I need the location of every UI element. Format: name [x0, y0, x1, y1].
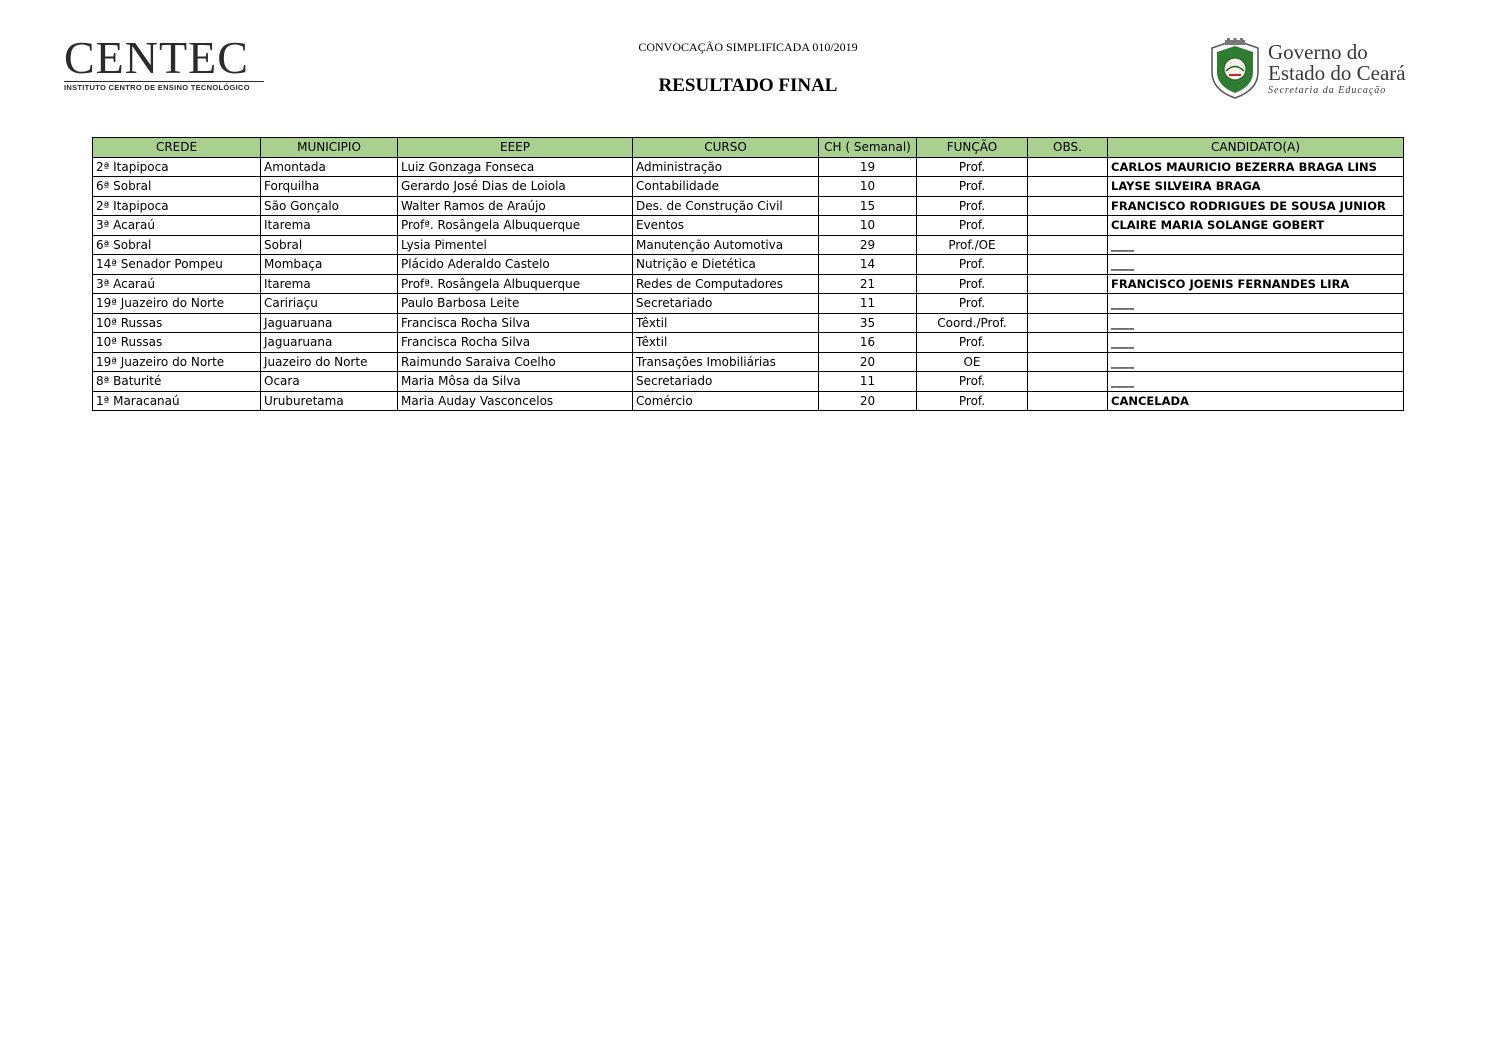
- cell-funcao: Prof.: [917, 391, 1028, 411]
- cell-candidato: ____: [1108, 352, 1404, 372]
- cell-eeep: Profª. Rosângela Albuquerque: [398, 216, 633, 236]
- cell-crede: 14ª Senador Pompeu: [93, 255, 261, 275]
- cell-obs: [1028, 255, 1108, 275]
- centec-logo-subtitle: INSTITUTO CENTRO DE ENSINO TECNOLÓGICO: [64, 81, 264, 92]
- cell-funcao: Prof.: [917, 255, 1028, 275]
- cell-municipio: Itarema: [261, 274, 398, 294]
- cell-candidato: CLAIRE MARIA SOLANGE GOBERT: [1108, 216, 1404, 236]
- cell-crede: 19ª Juazeiro do Norte: [93, 294, 261, 314]
- cell-municipio: Mombaça: [261, 255, 398, 275]
- cell-ch-semanal: 19: [819, 157, 917, 177]
- cell-curso: Nutrição e Dietética: [633, 255, 819, 275]
- cell-candidato: ____: [1108, 235, 1404, 255]
- cell-crede: 19ª Juazeiro do Norte: [93, 352, 261, 372]
- column-header-crede: CREDE: [93, 138, 261, 158]
- cell-crede: 2ª Itapipoca: [93, 196, 261, 216]
- table-row: [93, 313, 1404, 333]
- cell-ch-semanal: 14: [819, 255, 917, 275]
- table-row: [93, 352, 1404, 372]
- cell-ch-semanal: 16: [819, 333, 917, 353]
- cell-obs: [1028, 333, 1108, 353]
- cell-municipio: Itarema: [261, 216, 398, 236]
- table-row: [93, 235, 1404, 255]
- cell-obs: [1028, 235, 1108, 255]
- cell-crede: 8ª Baturité: [93, 372, 261, 392]
- cell-obs: [1028, 177, 1108, 197]
- cell-curso: Secretariado: [633, 372, 819, 392]
- cell-obs: [1028, 294, 1108, 314]
- table-row: [93, 196, 1404, 216]
- table-row: [93, 274, 1404, 294]
- cell-curso: Manutenção Automotiva: [633, 235, 819, 255]
- cell-municipio: Amontada: [261, 157, 398, 177]
- document-header: [548, 40, 948, 97]
- cell-funcao: Prof.: [917, 372, 1028, 392]
- cell-ch-semanal: 11: [819, 294, 917, 314]
- cell-curso: Contabilidade: [633, 177, 819, 197]
- cell-crede: 10ª Russas: [93, 313, 261, 333]
- government-logo-line1: Governo do: [1268, 40, 1368, 64]
- cell-ch-semanal: 20: [819, 391, 917, 411]
- cell-eeep: Francisca Rocha Silva: [398, 313, 633, 333]
- cell-municipio: São Gonçalo: [261, 196, 398, 216]
- cell-ch-semanal: 21: [819, 274, 917, 294]
- cell-crede: 3ª Acaraú: [93, 274, 261, 294]
- cell-curso: Transações Imobiliárias: [633, 352, 819, 372]
- cell-funcao: Prof.: [917, 274, 1028, 294]
- government-logo-line2: Estado do Ceará: [1268, 61, 1406, 85]
- government-logo-line3: Secretaria da Educação: [1268, 85, 1387, 96]
- cell-curso: Eventos: [633, 216, 819, 236]
- table-row: [93, 333, 1404, 353]
- cell-eeep: Francisca Rocha Silva: [398, 333, 633, 353]
- column-header-obs: OBS.: [1028, 138, 1108, 158]
- cell-obs: [1028, 372, 1108, 392]
- table-row: [93, 391, 1404, 411]
- cell-candidato: CARLOS MAURICIO BEZERRA BRAGA LINS: [1108, 157, 1404, 177]
- cell-candidato: LAYSE SILVEIRA BRAGA: [1108, 177, 1404, 197]
- cell-eeep: Lysia Pimentel: [398, 235, 633, 255]
- cell-eeep: Raimundo Saraiva Coelho: [398, 352, 633, 372]
- table-row: [93, 216, 1404, 236]
- table-header-row: [93, 138, 1404, 158]
- column-header-funcao: FUNÇÃO: [917, 138, 1028, 158]
- table-row: [93, 372, 1404, 392]
- cell-candidato: FRANCISCO JOENIS FERNANDES LIRA: [1108, 274, 1404, 294]
- cell-candidato: ____: [1108, 372, 1404, 392]
- cell-municipio: Sobral: [261, 235, 398, 255]
- cell-crede: 6ª Sobral: [93, 235, 261, 255]
- cell-obs: [1028, 274, 1108, 294]
- cell-municipio: Jaguaruana: [261, 313, 398, 333]
- cell-obs: [1028, 352, 1108, 372]
- column-header-ch-semanal: CH ( Semanal): [819, 138, 917, 158]
- cell-funcao: Prof.: [917, 216, 1028, 236]
- cell-eeep: Maria Auday Vasconcelos: [398, 391, 633, 411]
- cell-crede: 10ª Russas: [93, 333, 261, 353]
- cell-obs: [1028, 157, 1108, 177]
- cell-funcao: OE: [917, 352, 1028, 372]
- column-header-municipio: MUNICIPIO: [261, 138, 398, 158]
- cell-eeep: Maria Môsa da Silva: [398, 372, 633, 392]
- cell-funcao: Coord./Prof.: [917, 313, 1028, 333]
- column-header-curso: CURSO: [633, 138, 819, 158]
- cell-obs: [1028, 216, 1108, 236]
- cell-curso: Têxtil: [633, 333, 819, 353]
- government-logo: [1208, 38, 1448, 102]
- centec-logo: [64, 32, 264, 92]
- cell-eeep: Luiz Gonzaga Fonseca: [398, 157, 633, 177]
- cell-curso: Secretariado: [633, 294, 819, 314]
- cell-candidato: FRANCISCO RODRIGUES DE SOUSA JUNIOR: [1108, 196, 1404, 216]
- cell-funcao: Prof.: [917, 333, 1028, 353]
- cell-candidato: ____: [1108, 333, 1404, 353]
- table-row: [93, 294, 1404, 314]
- cell-ch-semanal: 15: [819, 196, 917, 216]
- cell-candidato: ____: [1108, 255, 1404, 275]
- cell-municipio: Juazeiro do Norte: [261, 352, 398, 372]
- cell-ch-semanal: 35: [819, 313, 917, 333]
- cell-ch-semanal: 29: [819, 235, 917, 255]
- cell-eeep: Profª. Rosângela Albuquerque: [398, 274, 633, 294]
- cell-candidato: CANCELADA: [1108, 391, 1404, 411]
- cell-obs: [1028, 391, 1108, 411]
- cell-curso: Comércio: [633, 391, 819, 411]
- cell-obs: [1028, 196, 1108, 216]
- cell-municipio: Forquilha: [261, 177, 398, 197]
- cell-funcao: Prof.: [917, 177, 1028, 197]
- cell-municipio: Jaguaruana: [261, 333, 398, 353]
- cell-ch-semanal: 10: [819, 177, 917, 197]
- cell-ch-semanal: 20: [819, 352, 917, 372]
- table-row: [93, 157, 1404, 177]
- cell-curso: Administração: [633, 157, 819, 177]
- cell-municipio: Ocara: [261, 372, 398, 392]
- column-header-eeep: EEEP: [398, 138, 633, 158]
- table-row: [93, 177, 1404, 197]
- cell-eeep: Gerardo José Dias de Loiola: [398, 177, 633, 197]
- cell-eeep: Plácido Aderaldo Castelo: [398, 255, 633, 275]
- cell-obs: [1028, 313, 1108, 333]
- state-seal-icon: [1208, 38, 1262, 100]
- cell-funcao: Prof./OE: [917, 235, 1028, 255]
- cell-crede: 2ª Itapipoca: [93, 157, 261, 177]
- cell-curso: Redes de Computadores: [633, 274, 819, 294]
- document-subtitle: CONVOCAÇÃO SIMPLIFICADA 010/2019: [638, 40, 858, 54]
- document-title: RESULTADO FINAL: [658, 75, 838, 96]
- cell-candidato: ____: [1108, 313, 1404, 333]
- cell-curso: Têxtil: [633, 313, 819, 333]
- cell-curso: Des. de Construção Civil: [633, 196, 819, 216]
- column-header-candidato: CANDIDATO(A): [1108, 138, 1404, 158]
- cell-ch-semanal: 11: [819, 372, 917, 392]
- cell-eeep: Walter Ramos de Araújo: [398, 196, 633, 216]
- cell-candidato: ____: [1108, 294, 1404, 314]
- cell-crede: 3ª Acaraú: [93, 216, 261, 236]
- table-row: [93, 255, 1404, 275]
- cell-crede: 6ª Sobral: [93, 177, 261, 197]
- cell-crede: 1ª Maracanaú: [93, 391, 261, 411]
- cell-eeep: Paulo Barbosa Leite: [398, 294, 633, 314]
- centec-logo-name: CENTEC: [64, 32, 249, 83]
- cell-funcao: Prof.: [917, 294, 1028, 314]
- cell-municipio: Caririaçu: [261, 294, 398, 314]
- cell-funcao: Prof.: [917, 196, 1028, 216]
- results-table: [92, 137, 1404, 411]
- cell-ch-semanal: 10: [819, 216, 917, 236]
- cell-funcao: Prof.: [917, 157, 1028, 177]
- cell-municipio: Uruburetama: [261, 391, 398, 411]
